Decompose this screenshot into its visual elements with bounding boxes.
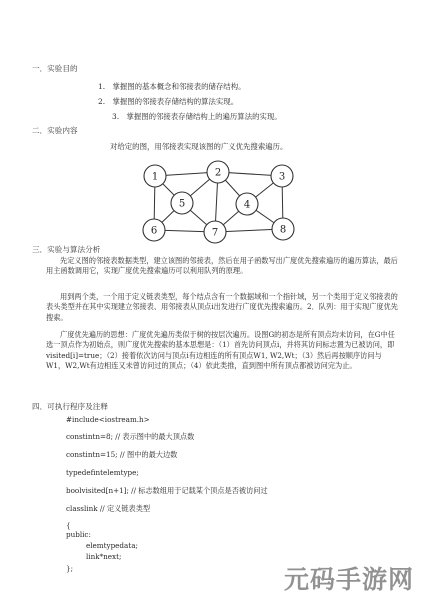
code-line: constintn=15; // 图中的最大边数 bbox=[66, 450, 178, 459]
graph-node-1 bbox=[144, 165, 166, 187]
code-line: link*next; bbox=[86, 552, 122, 561]
objective-item-3: 3. 掌握图的邻接表存储结构上的遍历算法的实现。 bbox=[112, 112, 282, 121]
code-line: classlink // 定义链表类型 bbox=[66, 504, 151, 513]
code-line: #include<iostream.h> bbox=[66, 415, 150, 424]
objective-item-2: 2. 掌握图的邻接表存储结构的算法实现。 bbox=[98, 97, 239, 106]
graph-node-4 bbox=[236, 193, 258, 215]
objective-item-1: 1. 掌握图的基本概念和邻接表的储存结构。 bbox=[98, 82, 246, 91]
section-program-heading: 四．可执行程序及注释 bbox=[32, 402, 108, 411]
graph-node-6 bbox=[143, 219, 165, 241]
section-analysis-heading: 三．实验与算法分析 bbox=[32, 245, 101, 254]
graph-node-3 bbox=[271, 165, 293, 187]
graph-node-label: 4 bbox=[243, 199, 251, 211]
section-objectives-heading: 一．实验目的 bbox=[32, 64, 78, 73]
code-line: }; bbox=[66, 564, 73, 573]
code-line: public: bbox=[66, 530, 91, 539]
content-description: 对给定的图，用邻接表实现该图的广义优先搜索遍历。 bbox=[110, 142, 288, 151]
code-line: elemtypedata; bbox=[86, 541, 138, 550]
analysis-paragraph-1: 先定义图的邻接表数据类型，建立该图的邻接表，然后在用子函数写出广度优先搜索遍历的遍历算法，最后用主函数调用它，实现广度优先搜索遍历可以利用队列的原理。 bbox=[46, 256, 398, 276]
code-line: typedefintelemtype; bbox=[66, 468, 139, 477]
code-line: { bbox=[66, 521, 71, 530]
analysis-paragraph-3: 广度优先遍历的思想：广度优先遍历类似于树的按层次遍历。设图G的初态是所有顶点均未访问，在G中任选一顶点作为初始点，则广度优先搜索的基本思想是：（1）首先访问顶点i，并将其访问标志置为已被访问，即visited[i]=true；（2）接着依次访问与顶点i有边相连的所有顶点W1, W2,Wt；（3）然后再按顺序访问与W1，W2,Wt有边相连又未曾访问过的顶点；（4）依此类推，直到图中所有顶点都被访问完为止。 bbox=[46, 330, 395, 370]
graph-node-7 bbox=[204, 221, 226, 243]
graph-node-label: 1 bbox=[151, 171, 159, 183]
site-watermark: 元码手游网 bbox=[283, 565, 414, 594]
code-line: constintn=8; // 表示图中的最大顶点数 bbox=[66, 432, 195, 441]
graph-node-label: 3 bbox=[278, 171, 286, 183]
graph-node-label: 8 bbox=[279, 224, 287, 236]
graph-node-label: 7 bbox=[211, 227, 219, 239]
graph-node-2 bbox=[207, 161, 229, 183]
graph-node-8 bbox=[272, 218, 294, 240]
analysis-paragraph-2: 用到两个类，一个用于定义链表类型，每个结点含有一个数据域和一个指针域，另一个类用于定义邻接表的表头类型并在其中实现建立邻接表、用邻接表从顶点i出发进行广度优先搜索遍历。2．队列：用于实现广度优先搜索。 bbox=[46, 292, 398, 322]
graph-node-label: 5 bbox=[178, 198, 186, 210]
graph-node-label: 2 bbox=[214, 167, 222, 179]
section-content-heading: 二．实验内容 bbox=[32, 126, 78, 135]
graph-node-5 bbox=[171, 192, 193, 214]
graph-node-label: 6 bbox=[150, 225, 158, 237]
code-line: boolvisited[n+1]; // 标志数组用于记载某个顶点是否被访问过 bbox=[66, 486, 268, 495]
